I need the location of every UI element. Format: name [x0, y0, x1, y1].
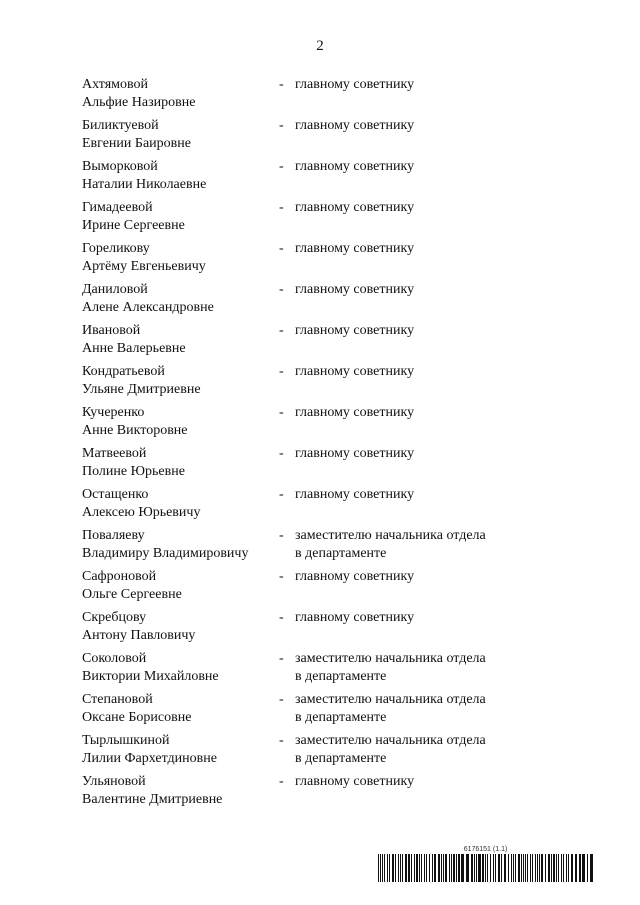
separator-dash: - [279, 159, 284, 174]
barcode-bar [443, 854, 444, 882]
appointment-entry [82, 486, 542, 527]
position-title [295, 158, 542, 176]
separator-dash: - [279, 405, 284, 420]
barcode-bar [530, 854, 531, 882]
position-line: главному советнику [295, 241, 415, 256]
barcode-bar [513, 854, 514, 882]
person-name [82, 650, 279, 685]
position-line: главному советнику [295, 610, 415, 625]
barcode-bar [532, 854, 533, 882]
person-surname: Скребцову [82, 610, 147, 625]
separator-dash: - [279, 446, 284, 461]
position-line: главному советнику [295, 405, 415, 420]
person-given-names: Анне Валерьевне [82, 340, 186, 356]
separator-dash: - [279, 487, 284, 502]
barcode-bar [392, 854, 394, 882]
person-name [82, 322, 279, 357]
barcode-bar [504, 854, 506, 882]
barcode-bar [414, 854, 415, 882]
person-name [82, 486, 279, 521]
position-line: главному советнику [295, 323, 415, 338]
position-title [295, 281, 542, 299]
appointment-list [82, 76, 542, 814]
person-name [82, 281, 279, 316]
person-surname: Матвеевой [82, 446, 147, 461]
person-given-names: Полине Юрьевне [82, 463, 185, 479]
barcode-bar [389, 854, 390, 882]
position-line: главному советнику [295, 569, 415, 584]
position-line: главному советнику [295, 282, 415, 297]
position-title [295, 486, 542, 504]
person-given-names: Наталии Николаевне [82, 176, 207, 192]
position-title [295, 117, 542, 135]
barcode-bar [575, 854, 577, 882]
barcode-bar [566, 854, 567, 882]
appointment-entry [82, 76, 542, 117]
person-name [82, 404, 279, 439]
person-name [82, 363, 279, 398]
person-given-names: Альфие Назировне [82, 94, 196, 110]
position-line: в департаменте [295, 750, 387, 766]
barcode-bar [402, 854, 403, 882]
barcode-bar [525, 854, 526, 882]
barcode-bar [561, 854, 562, 882]
person-given-names: Ольге Сергеевне [82, 586, 182, 602]
barcode-bar [400, 854, 401, 882]
position-title [295, 732, 542, 767]
person-surname: Тырлышкиной [82, 733, 170, 748]
appointment-entry [82, 240, 542, 281]
appointment-entry [82, 732, 542, 773]
position-line: заместителю начальника отдела [295, 528, 486, 543]
barcode-bar [537, 854, 538, 882]
person-surname: Выморковой [82, 159, 158, 174]
separator-dash: - [279, 323, 284, 338]
person-surname: Биликтуевой [82, 118, 159, 133]
barcode-bar [571, 854, 573, 882]
separator-dash: - [279, 569, 284, 584]
barcode-bar [545, 854, 546, 882]
appointment-entry [82, 404, 542, 445]
barcode-bar [411, 854, 412, 882]
barcode-bar [568, 854, 569, 882]
barcode-bar [405, 854, 407, 882]
barcode-bar [398, 854, 399, 882]
person-name [82, 158, 279, 193]
barcode-bar [478, 854, 481, 882]
position-title [295, 773, 542, 791]
person-given-names: Ульяне Дмитриевне [82, 381, 201, 397]
barcode-bar [424, 854, 425, 882]
position-title [295, 609, 542, 627]
appointment-entry [82, 445, 542, 486]
barcode-bar [438, 854, 440, 882]
barcode-bar [563, 854, 564, 882]
barcode-bar [548, 854, 550, 882]
separator-dash: - [279, 528, 284, 543]
person-given-names: Лилии Фархетдиновне [82, 750, 217, 766]
barcode-bar [474, 854, 475, 882]
barcode-bar [456, 854, 457, 882]
position-title [295, 199, 542, 217]
appointment-entry [82, 527, 542, 568]
barcode-bar [451, 854, 452, 882]
separator-dash: - [279, 77, 284, 92]
person-given-names: Артёму Евгеньевичу [82, 258, 206, 274]
barcode-bar [582, 854, 585, 882]
separator-dash: - [279, 610, 284, 625]
position-title [295, 76, 542, 94]
barcode-bar [511, 854, 512, 882]
appointment-entry [82, 568, 542, 609]
barcode-bar [434, 854, 436, 882]
position-title [295, 527, 542, 562]
position-line: главному советнику [295, 118, 415, 133]
barcode-bar [421, 854, 422, 882]
appointment-entry [82, 158, 542, 199]
person-given-names: Виктории Михайловне [82, 668, 219, 684]
barcode-bar [527, 854, 528, 882]
separator-dash: - [279, 651, 284, 666]
person-name [82, 527, 279, 562]
barcode-bar [587, 854, 588, 882]
barcode-bar [395, 854, 396, 882]
appointment-entry [82, 773, 542, 814]
position-line: в департаменте [295, 545, 387, 561]
person-surname: Гореликову [82, 241, 150, 256]
barcode-bar [382, 854, 383, 882]
barcode-bar [518, 854, 520, 882]
barcode-bar [551, 854, 552, 882]
person-name [82, 773, 279, 808]
appointment-entry [82, 322, 542, 363]
barcode-bar [426, 854, 427, 882]
separator-dash: - [279, 200, 284, 215]
barcode-bar [501, 854, 502, 882]
barcode-bar [384, 854, 385, 882]
barcode-bar [471, 854, 473, 882]
barcode-bar [553, 854, 555, 882]
position-line: в департаменте [295, 668, 387, 684]
barcode-bar [429, 854, 430, 882]
position-line: заместителю начальника отдела [295, 651, 486, 666]
position-line: главному советнику [295, 364, 415, 379]
barcode-bar [476, 854, 477, 882]
position-title [295, 363, 542, 381]
position-line: главному советнику [295, 774, 415, 789]
person-name [82, 609, 279, 644]
barcode-bar [441, 854, 442, 882]
person-given-names: Евгении Баировне [82, 135, 191, 151]
appointment-entry [82, 650, 542, 691]
position-line: главному советнику [295, 159, 415, 174]
barcode-bars-icon [378, 854, 593, 882]
person-given-names: Оксане Борисовне [82, 709, 192, 725]
barcode-bar [523, 854, 524, 882]
barcode-bar [541, 854, 543, 882]
barcode-id: 6176151 (1.1) [463, 846, 508, 853]
appointment-entry [82, 363, 542, 404]
position-title [295, 322, 542, 340]
person-surname: Даниловой [82, 282, 148, 297]
appointment-entry [82, 691, 542, 732]
barcode-bar [380, 854, 381, 882]
person-surname: Гимадеевой [82, 200, 153, 215]
barcode-bar [487, 854, 488, 882]
separator-dash: - [279, 733, 284, 748]
page-number: 2 [316, 38, 324, 54]
person-surname: Ивановой [82, 323, 141, 338]
barcode-bar [556, 854, 557, 882]
person-name [82, 240, 279, 275]
position-line: главному советнику [295, 446, 415, 461]
person-name [82, 568, 279, 603]
person-surname: Ульяновой [82, 774, 146, 789]
person-name [82, 445, 279, 480]
separator-dash: - [279, 241, 284, 256]
barcode-bar [495, 854, 496, 882]
position-title [295, 568, 542, 586]
barcode-bar [387, 854, 388, 882]
barcode-bar [416, 854, 418, 882]
person-name [82, 76, 279, 111]
person-surname: Кондратьевой [82, 364, 165, 379]
person-name [82, 117, 279, 152]
position-title [295, 691, 542, 726]
appointment-entry [82, 199, 542, 240]
barcode-bar [579, 854, 581, 882]
person-surname: Соколовой [82, 651, 147, 666]
barcode-bar [482, 854, 484, 882]
position-title [295, 404, 542, 422]
barcode-bar [466, 854, 469, 882]
person-name [82, 732, 279, 767]
separator-dash: - [279, 118, 284, 133]
separator-dash: - [279, 692, 284, 707]
barcode-bar [378, 854, 379, 882]
barcode-bar [490, 854, 491, 882]
position-line: заместителю начальника отдела [295, 692, 486, 707]
barcode-bar [535, 854, 536, 882]
barcode-bar [432, 854, 433, 882]
position-line: главному советнику [295, 77, 415, 92]
barcode-bar [408, 854, 410, 882]
position-line: главному советнику [295, 487, 415, 502]
person-given-names: Валентине Дмитриевне [82, 791, 223, 807]
barcode-bar [521, 854, 522, 882]
person-given-names: Анне Викторовне [82, 422, 188, 438]
person-name [82, 691, 279, 726]
barcode-bar [558, 854, 559, 882]
appointment-entry [82, 609, 542, 650]
appointment-entry [82, 281, 542, 322]
person-surname: Остащенко [82, 487, 149, 502]
person-surname: Степановой [82, 692, 153, 707]
position-title [295, 445, 542, 463]
barcode-bar [590, 854, 593, 882]
separator-dash: - [279, 774, 284, 789]
barcode [378, 846, 593, 882]
person-surname: Сафроновой [82, 569, 157, 584]
position-line: в департаменте [295, 709, 387, 725]
barcode-bar [453, 854, 455, 882]
position-title [295, 240, 542, 258]
barcode-bar [445, 854, 447, 882]
person-surname: Ахтямовой [82, 77, 149, 92]
barcode-bar [485, 854, 486, 882]
separator-dash: - [279, 364, 284, 379]
barcode-bar [498, 854, 500, 882]
position-title [295, 650, 542, 685]
person-given-names: Алене Александровне [82, 299, 214, 315]
person-surname: Кучеренко [82, 405, 145, 420]
barcode-bar [539, 854, 540, 882]
barcode-bar [458, 854, 460, 882]
person-name [82, 199, 279, 234]
barcode-bar [515, 854, 516, 882]
person-given-names: Ирине Сергеевне [82, 217, 185, 233]
barcode-bar [449, 854, 450, 882]
position-line: заместителю начальника отдела [295, 733, 486, 748]
barcode-bar [419, 854, 420, 882]
separator-dash: - [279, 282, 284, 297]
person-given-names: Владимиру Владимировичу [82, 545, 249, 561]
barcode-bar [461, 854, 464, 882]
appointment-entry [82, 117, 542, 158]
person-given-names: Алексею Юрьевичу [82, 504, 201, 520]
barcode-bar [493, 854, 494, 882]
barcode-bar [508, 854, 509, 882]
person-given-names: Антону Павловичу [82, 627, 196, 643]
position-line: главному советнику [295, 200, 415, 215]
person-surname: Поваляеву [82, 528, 145, 543]
